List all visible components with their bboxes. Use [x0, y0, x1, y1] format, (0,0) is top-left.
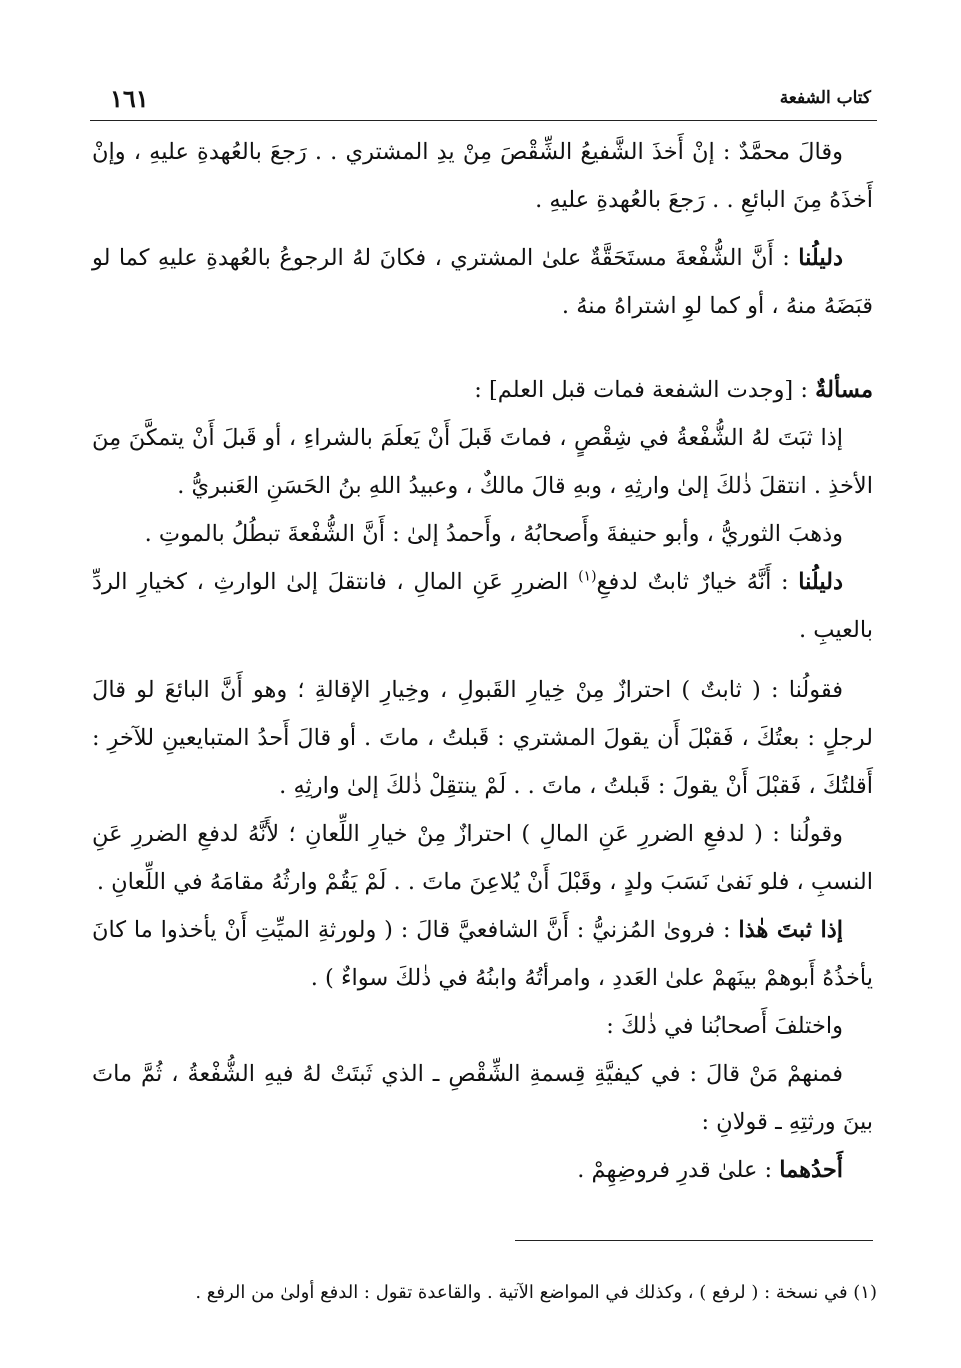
footnote-ref: (١) — [578, 568, 597, 585]
paragraph: فمنهمْ مَنْ قالَ : في كيفيَّةِ قِسمةِ الشِّقْصِ ـ الذي ثَبتَتْ لهُ فيهِ الشُّفْعةُ ، ثُمَّ ماتَ بينَ ورثتِهِ ـ قولانِ : — [92, 1061, 873, 1135]
paragraph-text: : علىٰ قدرِ فروضِهِمْ . — [577, 1157, 780, 1183]
paragraph: وذهبَ الثوريُّ ، وأبو حنيفةَ وأَصحابُهُ ، وأَحمدُ إلىٰ : أَنَّ الشُّفْعةَ تبطُلُ بالموتِ . — [144, 521, 843, 547]
paragraph — [92, 558, 873, 654]
paragraph-text: : أَنَّهُ خيارٌ ثابتٌ لدفعِ — [596, 569, 799, 595]
paragraph: وقالَ محمَّدٌ : إنْ أَخذَ الشَّفيعُ الشِّقْصَ مِنْ يدِ المشتري . . رَجعَ بالعُهدةِ عليهِ ، وإنْ أَخذَهُ مِنَ البائعِ . . رَجعَ بالعُهدةِ عليهِ . — [92, 139, 873, 213]
paragraph — [92, 1146, 873, 1194]
body-text — [92, 128, 873, 1194]
paragraph: واختلفَ أَصحابُنا في ذٰلكَ : — [606, 1013, 843, 1039]
paragraph-text: : فروىٰ المُزنيُّ : أَنَّ الشافعيَّ قالَ : ( ولورثةِ الميِّتِ أَنْ يأخذوا ما كانَ يأخذُهُ أَبوهمْ بينَهمْ علىٰ العَددِ ، وامرأتُهُ وابنُهُ في ذٰلكَ سواءٌ ) . — [92, 917, 873, 991]
bold-lead: إذا ثبتَ هٰذا — [738, 917, 844, 943]
running-head: كتاب الشفعة — [779, 88, 871, 108]
page-header — [96, 84, 871, 116]
footnote: (١) في نسخة : ( لرفع ) ، وكذلك في المواضع الآتية . والقاعدة تقول : الدفع أولىٰ من الرفع . — [195, 1282, 877, 1303]
paragraph — [92, 906, 873, 1002]
paragraph: إذا ثبَتَ لهُ الشُّفْعةُ في شِقْصٍ ، فماتَ قَبلَ أَنْ يَعلَمَ بالشراءِ ، أو قَبلَ أَنْ يتمكَّنَ مِنَ الأخذِ . انتقلَ ذٰلكَ إلىٰ وارثِهِ ، وبهِ قالَ مالكٌ ، وعبيدُ اللهِ بنُ الحَسَنِ العَنبريُّ . — [92, 425, 873, 499]
masala-heading — [92, 366, 873, 414]
masala-lead: مسألةٌ — [815, 377, 873, 403]
paragraph-text: : أَنَّ الشُّفْعةَ مستَحَقَّةٌ علىٰ المشتري ، فكانَ لهُ الرجوعُ بالعُهدةِ عليهِ كما لو قبَضَهُ منهُ ، أو كما لوِ اشتراهُ منهُ . — [92, 245, 873, 319]
footnote-rule — [515, 1240, 873, 1241]
header-rule — [90, 120, 877, 121]
bold-lead: دليلُنا — [798, 569, 843, 595]
page-number: ١٦١ — [110, 84, 149, 113]
paragraph — [92, 234, 873, 330]
paragraph-text: الضررِ عَنِ المالِ ، فانتقلَ إلىٰ الوارثِ ، كخيارِ الردِّ بالعيبِ . — [92, 569, 873, 643]
bold-lead: أَحدُهما — [779, 1157, 843, 1183]
paragraph: وقولُنا : ( لدفعِ الضررِ عَنِ المالِ ) احترازٌ مِنْ خيارِ اللِّعانِ ؛ لأَنَّهُ لدفعِ الضررِ عَنِ النسبِ ، فلو نَفىٰ نَسَبَ ولدٍ ، وقَبْلَ أَنْ يُلاعِنَ ماتَ . . لَمْ يَقُمْ وارثُهُ مقامَهُ في اللِّعانِ . — [92, 821, 873, 895]
bold-lead: دليلُنا — [798, 245, 843, 271]
paragraph: فقولُنا : ( ثابتٌ ) احترازٌ مِنْ خِيارِ القَبولِ ، وخِيارِ الإقالةِ ؛ وهو أَنَّ البائعَ لو قالَ لرجلٍ : بعتُكَ ، فَقبْلَ أَن يقولَ المشتري : قَبلتُ ، ماتَ . أو قالَ أَحدُ المتبايعينِ للآخرِ : أَقلتُكَ ، فَقبْلَ أَنْ يقولَ : قَبلتُ ، ماتَ . . لَمْ ينتقِلْ ذٰلكَ إلىٰ وارثِهِ . — [92, 677, 873, 799]
masala-title: : [وجدت الشفعة فمات قبل العلم] : — [474, 377, 816, 403]
